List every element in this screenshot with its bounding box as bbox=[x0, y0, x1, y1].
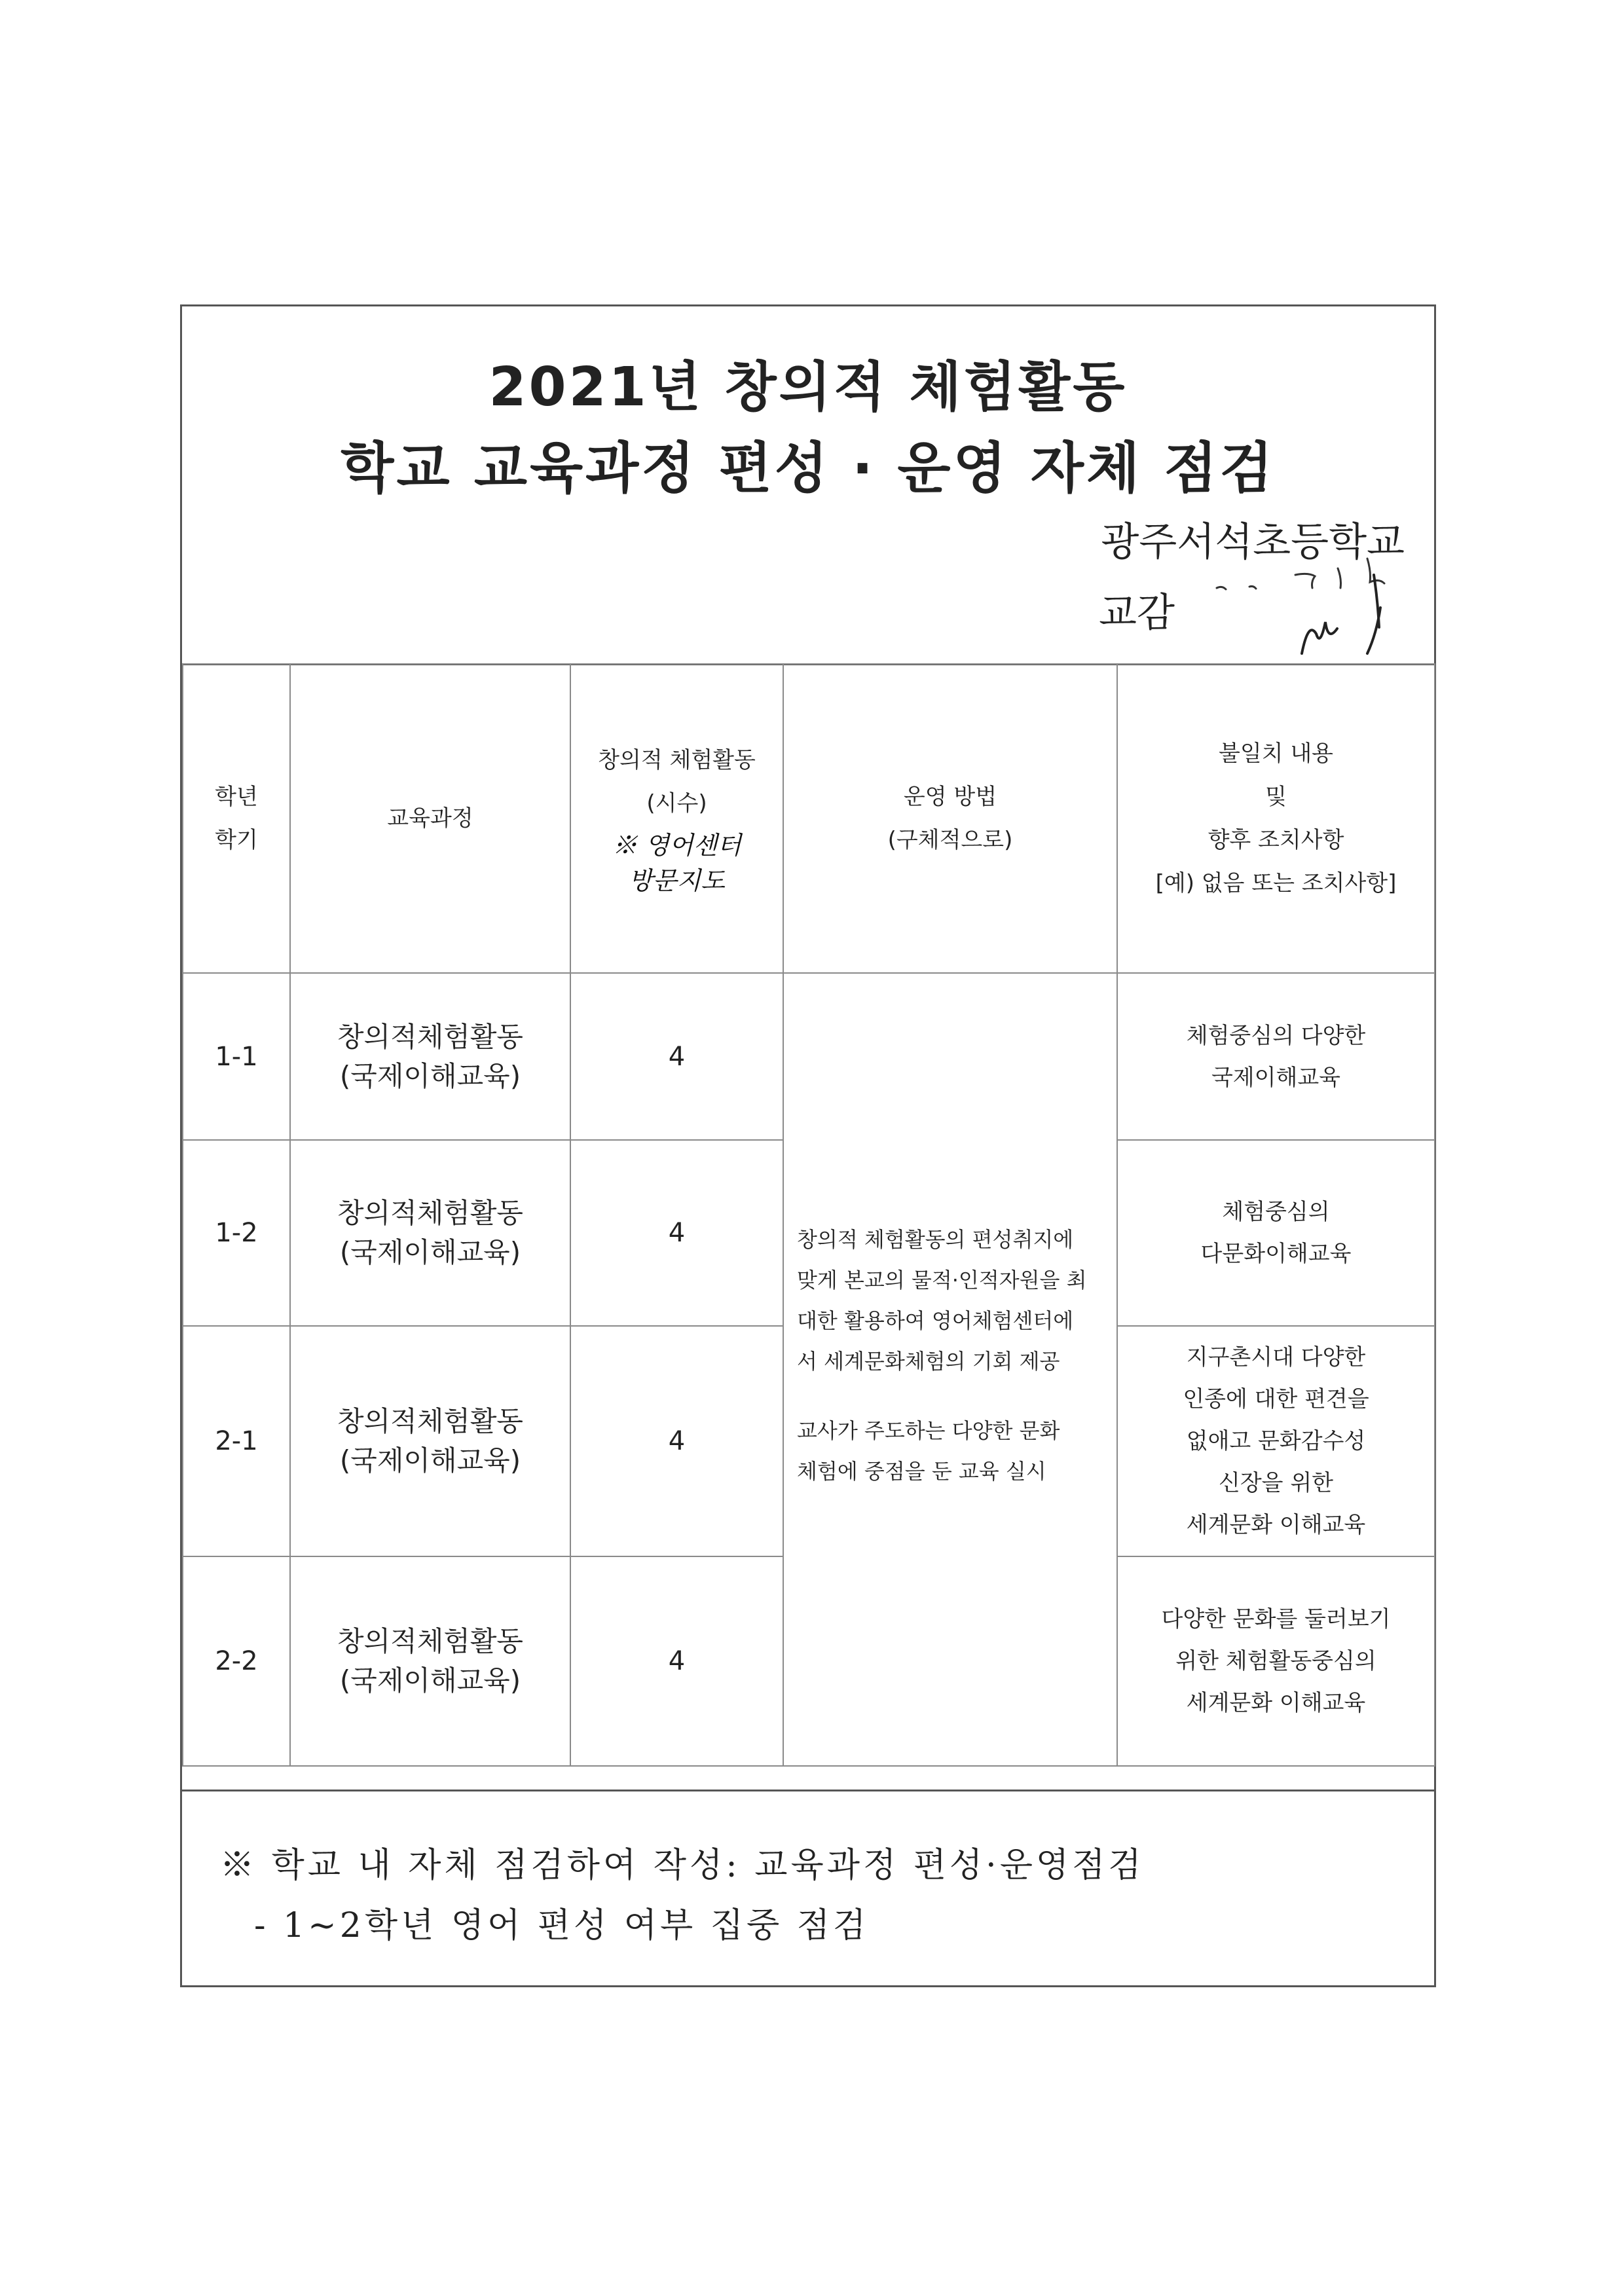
handwritten-note: ※ 영어센터 방문지도 bbox=[612, 831, 741, 895]
method-paragraph-1: 창의적 체험활동의 편성취지에 맞게 본교의 물적·인적자원을 최 대한 활용하여 영어체험센터에 서 세계문화체험의 기회 제공 bbox=[797, 1226, 1087, 1374]
footer-note-2: - 1~2학년 영어 편성 여부 집중 점검 bbox=[254, 1906, 870, 1945]
inspection-table bbox=[182, 663, 1435, 1767]
title-line-1: 2021년 창의적 체험활동 bbox=[489, 356, 1128, 418]
footer-note-1: ※ 학교 내 자체 점검하여 작성: 교육과정 편성·운영점검 bbox=[220, 1846, 1145, 1885]
title-line-2: 학교 교육과정 편성 · 운영 자체 점검 bbox=[341, 436, 1276, 500]
curriculum-cell: 창의적체험활동 (국제이해교육) bbox=[290, 1556, 570, 1766]
discrepancy-cell: 체험중심의 다문화이해교육 bbox=[1117, 1140, 1435, 1326]
discrepancy-cell: 다양한 문화를 둘러보기 위한 체험활동중심의 세계문화 이해교육 bbox=[1117, 1556, 1435, 1766]
curriculum-cell: 창의적체험활동 (국제이해교육) bbox=[290, 1140, 570, 1326]
method-paragraph-2: 교사가 주도하는 다양한 문화 체험에 중점을 둔 교육 실시 bbox=[797, 1418, 1060, 1484]
hours-cell: 4 bbox=[570, 1326, 783, 1556]
header-activity-hours: 창의적 체험활동 (시수) ※ 영어센터 방문지도 bbox=[570, 664, 783, 973]
method-cell bbox=[783, 973, 1117, 1766]
header-curriculum: 교육과정 bbox=[290, 664, 570, 973]
vice-principal-label: 교감 bbox=[1099, 590, 1175, 636]
semester-cell: 2-1 bbox=[183, 1326, 290, 1556]
form-footer bbox=[182, 1790, 1434, 1988]
discrepancy-cell: 체험중심의 다양한 국제이해교육 bbox=[1117, 973, 1435, 1140]
curriculum-cell: 창의적체험활동 (국제이해교육) bbox=[290, 973, 570, 1140]
table-header-row bbox=[183, 664, 1435, 973]
form-header bbox=[182, 306, 1434, 665]
hours-cell: 4 bbox=[570, 1140, 783, 1326]
header-method: 운영 방법 (구체적으로) bbox=[783, 664, 1117, 973]
curriculum-cell: 창의적체험활동 (국제이해교육) bbox=[290, 1326, 570, 1556]
hours-cell: 4 bbox=[570, 973, 783, 1140]
school-name: 광주서석초등학교 bbox=[1101, 519, 1405, 565]
hours-cell: 4 bbox=[570, 1556, 783, 1766]
inspection-form bbox=[180, 304, 1436, 1987]
header-grade-semester: 학년 학기 bbox=[183, 664, 290, 973]
semester-cell: 2-2 bbox=[183, 1556, 290, 1766]
semester-cell: 1-1 bbox=[183, 973, 290, 1140]
table-row bbox=[183, 973, 1435, 1140]
header-discrepancy: 불일치 내용 및 향후 조치사항 [예) 없음 또는 조치사항] bbox=[1117, 664, 1435, 973]
semester-cell: 1-2 bbox=[183, 1140, 290, 1326]
signature-icon bbox=[1204, 555, 1420, 667]
discrepancy-cell: 지구촌시대 다양한 인종에 대한 편견을 없애고 문화감수성 신장을 위한 세계문화 이해교육 bbox=[1117, 1326, 1435, 1556]
